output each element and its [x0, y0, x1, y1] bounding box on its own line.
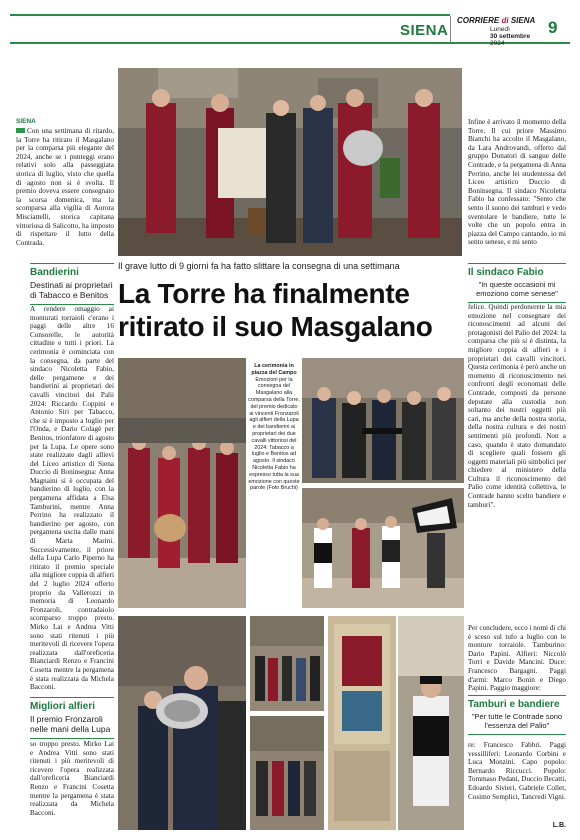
author-signature: L.B.: [552, 822, 566, 829]
body-text: so troppo presto. Mirko Lai e Andrea Vitti sono stati ritenuti i più meritevoli di ricevere l'opera realizzata dall'oreficeria Bianciardi Renzo e Francini Cosetta mentre la pergamena è stata realizzata da Michela Bacconi.: [30, 740, 114, 817]
article-kicker: SIENA: [16, 118, 36, 125]
body-text: A rendere omaggio ai monturati torraioli c'erano i paggi delle altre 16 Consorelle, le autorità cittadine e tutti i priori. La cerimonia è cominciata con la consegna, da parte del sindaco Nicoletta Fabio, delle pergamene e dei bandierini ai proprietari dei cavalli vincitori dei Palii 2024: Riccardo Coppini e Antonio Siri per Tabacco, che si è imposto a luglio per l'Onda, e Dario Colagè per Benitos, trionfatore di agosto per la Lupa. Le opere sono state realizzate dagli allievi del Liceo artistico di Siena Duccio di Boninsegna: Anna Magnaini si è occupata del bandierino di luglio, con la pergamena affidata a Elsa Tamburini, mentre Anna Perrino ha realizzato il bandierino per agosto, con pergamena uscita dalle mani di Marta Marini. Successivamente, il priore della Lupa Carlo Piperno ha ritirato il premio speciale alla migliore coppia di alfieri del 2 luglio 2024 offerto proprio da Vallerozzi in memoria di Leonardo Fronzaroli, contradaiolo scomparso troppo presto. Mirko Lai e Andrea Vitti sono stati ritenuti i più meritevoli di ricevere l'opera realizzata dall'oreficeria Bianciardi Renzo e Francini Cosetta mentre la pergamena è stata realizzata da Michela Bacconi.: [30, 305, 114, 692]
box-title: Tamburi e bandiere: [468, 695, 566, 710]
box-title: Il sindaco Fabio: [468, 263, 566, 278]
header-separator: [450, 16, 451, 42]
section-name: SIENA: [400, 22, 449, 39]
box-subtitle: Il premio Fronzaroli nelle mani della Lupa: [30, 714, 114, 739]
photo-officials: [302, 358, 464, 483]
masthead-logo: CORRIERE di SIENA: [457, 16, 536, 25]
caption-title: La cerimonia in piazza del Campo: [251, 363, 297, 376]
left-body-end: [30, 740, 114, 830]
intro-text: Con una settimana di ritardo, la Torre ha ritirato il Masgalano per la comparsa più elegante del 2024, anche se i punteggi erano relativi solo alla passeggiata storica di luglio, visto che quella di agosto non si è svolta. Il premio doveva essere consegnato la scorsa domenica, ma la scomparsa alla vigilia di Aurora Misciattelli, storica capitana vittoriosa di Salicotto, ha imposto di rispettare il lutto della Contrada.: [16, 127, 114, 247]
right-mid-text: [468, 303, 566, 621]
page-header: [10, 14, 570, 47]
headline-title: La Torre ha finalmente ritirato il suo Masgalano: [118, 278, 433, 342]
bullet-square-icon: [16, 128, 25, 133]
photo-drummers: [118, 358, 246, 608]
right-bottom-text: [468, 741, 566, 821]
body-text: Infine è arrivato il momento della Torre. Il cui priore Massimo Bianchi ha accolto il Masgalano, da Lara Androvandi, offerto dal gruppo Donatori di sangue delle Contrade, e la pergamena di Anna Perrino, anche lei studentessa del Liceo artistico Duccio di Boninsegna. Il sindaco Nicoletta Fabio ha confessato: "Sento che sento il suono dei tamburi e vedo sventolare le bandiere, tutte le volte che un popolo entra in piazza del Campo cantando, io mi sento senese, e mi sento: [468, 118, 566, 247]
photo-caption: [248, 363, 300, 492]
caption-text: Emozioni per la consegna del Masgalano alla comparsa della Torre, del premio dedicato ai vincenti Fronzaroli agli alfieri della Lupa e dei bandierini ai proprietari dei due cavalli vittoriosi del 2024: Tabacco a luglio e Benitos ad agosto. Il sindaco Nicoletta Fabio ha espresso tutta la sua emozione con queste parole (Foto Bruchi): [248, 376, 300, 492]
photo-flag-bearers: [302, 488, 464, 608]
box-sindaco-fabio: [468, 263, 566, 303]
date-block: [490, 26, 530, 47]
box-migliori-alfieri: [30, 697, 114, 739]
body-text: felice. Quindi perdonerete la mia emozione nel consegnare dei riconoscimenti ad alcuni dei protagonisti del Palio del 2024: la comparsa che più si è distinta, la migliore coppia di alfieri e i proprietari dei cavalli vincitori. Questa cerimonia è però anche un momento di riconoscimento nei confronti degli economati delle Contrade, composti da persone deputate alla custodia non soltanto dei nostri oggetti più cari, ma anche della nostra storia, della nostra cultura e dei nostri sentimenti più profondi. Non a caso, quando è stato domandato di scegliere quali fossero gli oggetti materiali più simbolici per chiedere al ministero della Cultura il riconoscimento del Palio come identità collettiva, le Contrade hanno scelto bandiere e tamburi".: [468, 303, 566, 509]
box-title: Bandierini: [30, 263, 114, 278]
right-lower-text: [468, 624, 566, 692]
box-tamburi-bandiere: [468, 695, 566, 735]
box-subtitle: "In queste occasioni mi emoziono come senese": [468, 280, 566, 303]
photo-pergamena: [328, 616, 396, 830]
box-bandierini: [30, 263, 114, 305]
year: 2024: [490, 40, 505, 47]
weekday: Lunedì: [490, 26, 510, 33]
left-body: [30, 305, 114, 693]
right-top-text: [468, 118, 566, 260]
photo-main-ceremony: [118, 68, 462, 256]
photo-crowd-bottom: [250, 716, 324, 830]
page-number: 9: [548, 18, 558, 37]
left-intro: [16, 118, 114, 247]
box-title: Migliori alfieri: [30, 697, 114, 712]
photo-paggio: [398, 616, 464, 830]
body-text: Per concludere, ecco i nomi di chi è sceso sul tufo a luglio con le monture torraiole. Tamburino: Dario Papini. Alfieri: Niccolò Torri e Davide Mancini. Duce: Francesco Bargagni. Paggi d'armi: Marco Bonin e Diego Papini. Paggio maggiore:: [468, 624, 566, 692]
body-text: re: Francesco Fabbri. Paggi vessilliferi: Leonardo Corbini e Luca Monzini. Capo popolo: Bernardo Riccucci. Popolo: Tommaso Pedani, Duccio Becatti, Edoardo Sivieri, Gabriele Collet, Cosimo Semplici, Tancredi Vigni.: [468, 741, 566, 801]
box-subtitle: Destinati ai proprietari di Tabacco e Benitos: [30, 280, 114, 305]
headline-kicker: Il grave lutto di 9 giorni fa ha fatto slittare la consegna di una settimana: [118, 261, 400, 271]
photo-crowd-top: [250, 616, 324, 711]
header-rule: [10, 14, 450, 16]
box-subtitle: "Per tutte le Contrade sono l'essenza del Palio": [468, 712, 566, 735]
photo-masgalano: [118, 616, 246, 830]
date: 30 settembre: [490, 33, 531, 40]
